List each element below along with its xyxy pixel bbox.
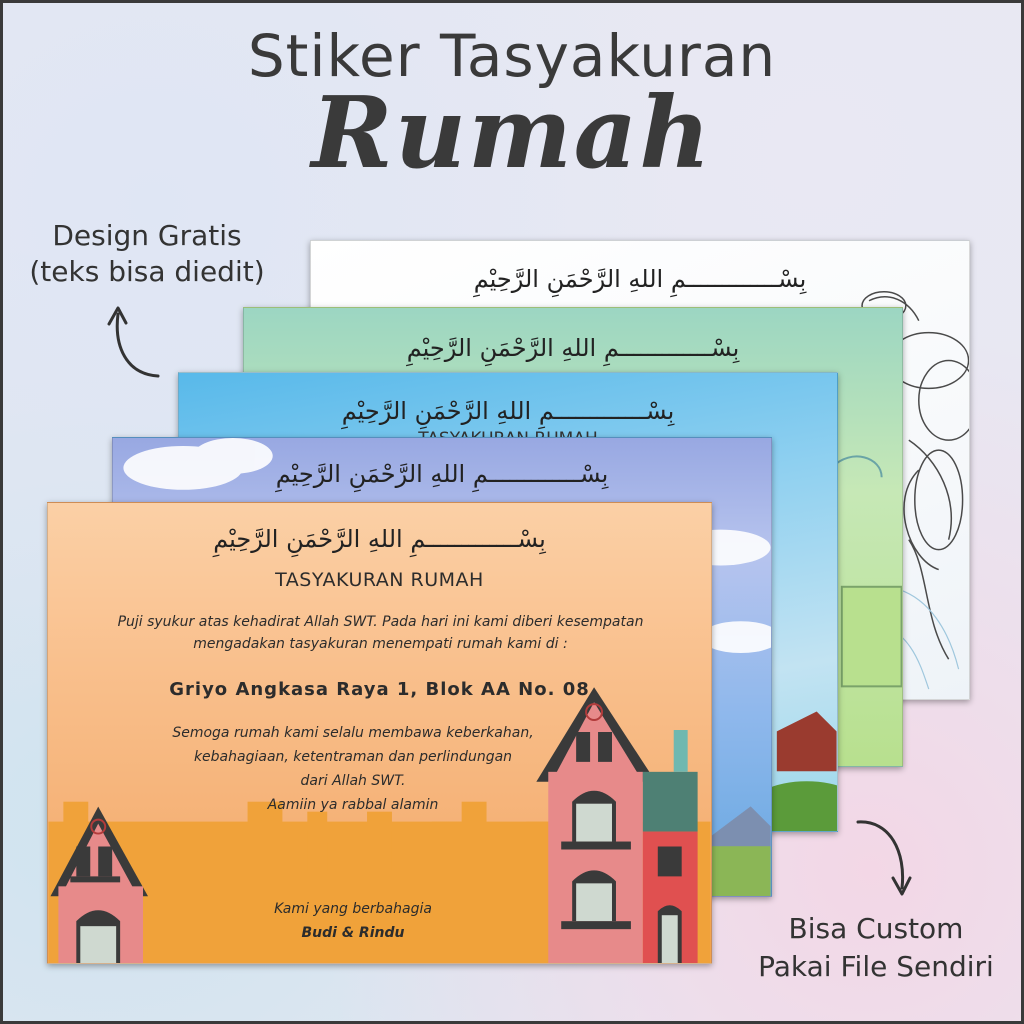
bismillah-text: بِسْـــــــــــــمِ اللهِ الرَّحْمَنِ الرَّحِيْمِ <box>473 265 807 293</box>
invitation-wish-line3: dari Allah SWT. <box>300 773 406 789</box>
free-design-note <box>12 218 282 290</box>
custom-file-note-line2: Pakai File Sendiri <box>758 950 994 983</box>
curved-arrow-up-icon <box>96 296 176 386</box>
invitation-body-line1: Puji syukur atas kehadirat Allah SWT. Pada hari ini kami diberi kesempatan <box>117 614 644 630</box>
bismillah-text: بِسْـــــــــــــمِ اللهِ الرَّحْمَنِ الرَّحِيْمِ <box>341 397 675 425</box>
bismillah-text: بِسْـــــــــــــمِ اللهِ الرَّحْمَنِ الرَّحِيْمِ <box>406 334 740 362</box>
bismillah-text: بِسْـــــــــــــمِ اللهِ الرَّحْمَنِ الرَّحِيْمِ <box>275 460 609 488</box>
invitation-title: TASYAKURAN RUMAH <box>275 569 484 591</box>
sticker-card-front <box>47 502 712 964</box>
invitation-wish-line2: kebahagiaan, ketentraman dan perlindungan <box>193 749 513 765</box>
page-title: Stiker Tasyakuran <box>247 22 777 90</box>
curved-arrow-down-icon <box>850 812 920 902</box>
bismillah-text: بِسْـــــــــــــمِ اللهِ الرَّحْمَنِ الرَّحِيْمِ <box>213 525 546 553</box>
free-design-note-line2: (teks bisa diedit) <box>29 255 265 288</box>
custom-file-note-line1: Bisa Custom <box>788 912 964 945</box>
invitation-wish <box>148 721 558 817</box>
invitation-body-line2: mengadakan tasyakuran menempati rumah kami di : <box>193 636 568 652</box>
invitation-body <box>68 611 693 655</box>
invitation-wish-line1: Semoga rumah kami selalu membawa keberkahan, <box>172 725 534 741</box>
invitation-signature <box>228 897 478 945</box>
right-house <box>536 687 697 963</box>
invitation-signature-line1: Kami yang berbahagia <box>274 901 432 917</box>
free-design-note-line1: Design Gratis <box>52 219 242 252</box>
custom-file-note <box>738 910 1014 986</box>
invitation-signature-names: Budi & Rindu <box>301 925 405 941</box>
invitation-wish-line4: Aamiin ya rabbal alamin <box>267 797 439 813</box>
invitation-address: Griyo Angkasa Raya 1, Blok AA No. 08 <box>169 679 590 700</box>
page-title-script: Rumah <box>311 76 713 191</box>
